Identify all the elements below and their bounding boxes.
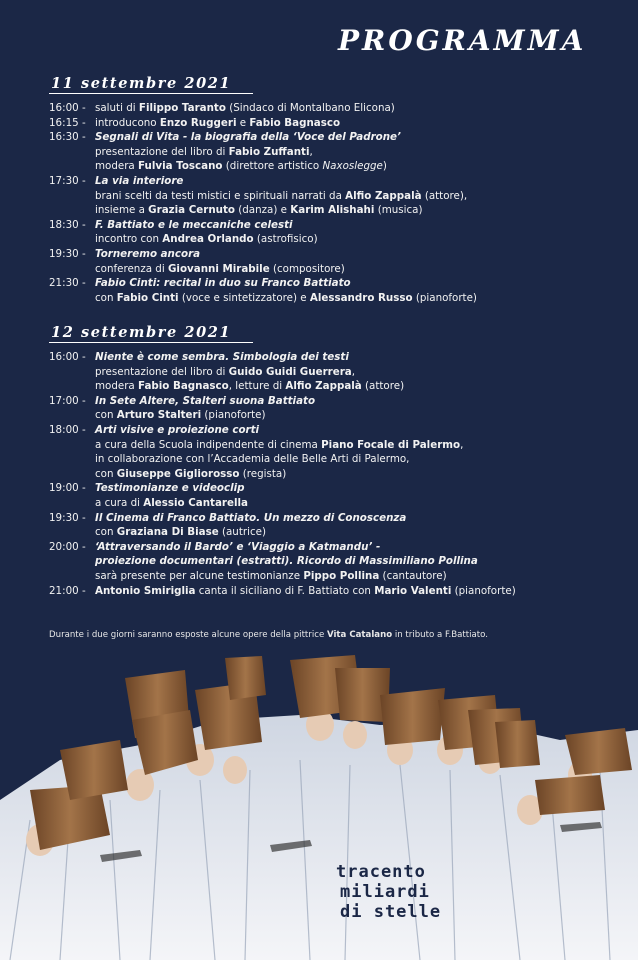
schedule-event xyxy=(49,584,609,599)
event-detail xyxy=(49,365,609,380)
event-detail xyxy=(49,438,609,453)
text-run: Arti visive e proiezione corti xyxy=(95,423,260,436)
day-section-2 xyxy=(49,322,609,598)
text-run: Fabio Cinti: recital in duo su Franco Battiato xyxy=(95,277,351,290)
event-title xyxy=(95,423,259,438)
event-title xyxy=(95,174,183,189)
event-time: 18:00 - xyxy=(49,423,86,436)
text-run: canta il siciliano di F. Battiato con xyxy=(195,584,375,597)
text-run: Testimonianze e videoclip xyxy=(95,482,245,495)
event-title xyxy=(95,101,395,116)
text-run: Vita Catalano xyxy=(326,630,393,640)
text-run: Giuseppe Gigliorosso xyxy=(116,467,240,480)
text-run: Torneremo ancora xyxy=(95,247,201,260)
event-time: 17:30 - xyxy=(49,174,86,187)
text-run: Alfio Zappalà xyxy=(345,189,422,202)
text-run: , xyxy=(351,365,356,378)
event-title xyxy=(95,276,351,291)
text-run: Piano Focale di Palermo xyxy=(321,438,461,451)
text-run: saluti di xyxy=(95,102,139,114)
text-run: La via interiore xyxy=(95,174,184,187)
event-detail xyxy=(49,262,609,277)
text-run: Fulvia Toscano xyxy=(138,160,223,173)
text-run: (compositore) xyxy=(269,262,345,275)
schedule-event xyxy=(49,540,609,584)
text-run: in tributo a F.Battiato. xyxy=(392,630,489,640)
text-run: Fabio Zuffanti xyxy=(228,145,310,158)
text-run: Pippo Pollina xyxy=(303,569,380,582)
text-run: Karim Alishahi xyxy=(290,204,375,217)
text-run: Graziana Di Biase xyxy=(116,526,219,539)
event-detail xyxy=(49,408,609,423)
text-run: Fabio Bagnasco xyxy=(138,380,229,393)
text-run: In Sete Altere, Stalteri suona Battiato xyxy=(95,394,316,407)
event-title xyxy=(95,584,516,599)
text-run: con xyxy=(95,291,117,304)
text-run: (regista) xyxy=(239,467,287,480)
text-run: Niente è come sembra. Simbologia dei testi xyxy=(95,351,349,363)
dervishes-painting xyxy=(0,650,638,960)
text-run: F. Battiato e le meccaniche celesti xyxy=(95,218,293,231)
text-run: Enzo Ruggeri xyxy=(159,116,237,129)
event-time: 16:15 - xyxy=(49,116,86,129)
event-title xyxy=(95,116,340,131)
text-run: Mario Valenti xyxy=(374,584,452,597)
event-detail xyxy=(49,525,609,540)
text-run: (Sindaco di Montalbano Elicona) xyxy=(225,102,395,114)
logo-line: miliardi xyxy=(340,882,430,902)
text-run: Fabio Cinti xyxy=(116,291,179,304)
text-run: conferenza di xyxy=(95,262,168,275)
text-run: e xyxy=(236,116,250,129)
text-run: (pianoforte) xyxy=(412,291,477,304)
schedule-event xyxy=(49,247,609,276)
event-detail xyxy=(49,569,609,584)
schedule-event xyxy=(49,350,609,394)
event-detail xyxy=(49,203,609,218)
event-detail xyxy=(49,159,609,174)
schedule-event xyxy=(49,130,609,174)
event-title xyxy=(95,394,315,409)
event-title xyxy=(95,130,401,145)
text-run: con xyxy=(95,526,117,539)
event-time: 19:30 - xyxy=(49,247,86,260)
exhibition-note xyxy=(49,630,488,640)
text-run: , xyxy=(460,438,464,451)
event-title xyxy=(95,481,245,496)
schedule-event xyxy=(49,116,609,131)
text-run: brani scelti da testi mistici e spirituali narrati da xyxy=(95,189,346,202)
event-detail xyxy=(49,232,609,247)
text-run: modera xyxy=(95,380,139,393)
day-date: 12 settembre 2021 xyxy=(49,324,253,343)
text-run: Il Cinema di Franco Battiato. Un mezzo di Conoscenza xyxy=(95,511,407,524)
text-run: in collaborazione con l’Accademia delle Belle Arti di Palermo, xyxy=(95,453,410,466)
text-run: (astrofisico) xyxy=(253,233,318,246)
event-detail xyxy=(49,291,609,306)
event-detail xyxy=(49,379,609,394)
event-time: 17:00 - xyxy=(49,394,86,407)
text-run: Segnali di Vita - la biografia della ‘Voce del Padrone’ xyxy=(95,131,401,144)
text-run: introducono xyxy=(95,116,160,129)
event-title xyxy=(95,218,293,233)
text-run: (danza) e xyxy=(234,204,291,217)
schedule-event xyxy=(49,218,609,247)
tracento-logo xyxy=(336,862,441,922)
text-run: Durante i due giorni saranno esposte alcune opere della pittrice xyxy=(49,630,327,640)
event-time: 16:00 - xyxy=(49,102,86,114)
event-detail xyxy=(49,467,609,482)
logo-line: tracento xyxy=(336,862,426,882)
event-title xyxy=(95,350,349,365)
text-run: Guido Guidi Guerrera xyxy=(228,365,352,378)
text-run: modera xyxy=(95,160,139,173)
text-run: sarà presente per alcune testimonianze xyxy=(95,569,304,582)
event-title xyxy=(95,511,406,526)
text-run: con xyxy=(95,467,117,480)
text-run: Filippo Taranto xyxy=(138,102,226,114)
event-detail xyxy=(49,452,609,467)
text-run: con xyxy=(95,409,117,422)
text-run: proiezione documentari (estratti). Ricordo di Massimiliano Pollina xyxy=(95,555,478,568)
schedule-event xyxy=(49,276,609,305)
text-run: Andrea Orlando xyxy=(162,233,254,246)
schedule-event xyxy=(49,101,609,116)
text-run: (musica) xyxy=(374,204,423,217)
text-run: (pianoforte) xyxy=(201,409,266,422)
event-title xyxy=(95,247,200,262)
text-run: incontro con xyxy=(95,233,163,246)
event-time: 19:00 - xyxy=(49,482,86,495)
text-run: (autrice) xyxy=(218,526,266,539)
event-title xyxy=(95,540,380,555)
text-run: Giovanni Mirabile xyxy=(167,262,270,275)
text-run: Alessio Cantarella xyxy=(143,496,248,509)
schedule-event xyxy=(49,481,609,510)
page-title: PROGRAMMA xyxy=(338,24,587,57)
text-run: ‘Attraversando il Bardo’ e ‘Viaggio a Katmandu’ - xyxy=(95,540,381,553)
text-run: , xyxy=(309,145,313,158)
event-detail xyxy=(49,496,609,511)
event-detail xyxy=(49,554,609,569)
text-run: presentazione del libro di xyxy=(95,145,229,158)
text-run: Grazia Cernuto xyxy=(148,204,235,217)
text-run: Alfio Zappalà xyxy=(285,380,362,393)
text-run: (attore) xyxy=(361,380,405,393)
event-list xyxy=(49,350,609,598)
event-time: 16:00 - xyxy=(49,351,86,363)
text-run: ) xyxy=(382,160,387,173)
event-time: 20:00 - xyxy=(49,540,86,553)
schedule-event xyxy=(49,174,609,218)
text-run: (attore), xyxy=(421,189,468,202)
day-section-1 xyxy=(49,73,609,305)
event-time: 21:30 - xyxy=(49,277,86,290)
text-run: (pianoforte) xyxy=(451,584,516,597)
event-list xyxy=(49,101,609,305)
text-run: Alessandro Russo xyxy=(309,291,413,304)
text-run: Arturo Stalteri xyxy=(116,409,202,422)
event-time: 19:30 - xyxy=(49,511,86,524)
text-run: Fabio Bagnasco xyxy=(249,116,341,129)
schedule-event xyxy=(49,394,609,423)
event-time: 18:30 - xyxy=(49,218,86,231)
logo-line: di stelle xyxy=(340,902,442,922)
text-run: (direttore artistico xyxy=(222,160,323,173)
event-time: 16:30 - xyxy=(49,131,86,144)
text-run: Antonio Smiriglia xyxy=(95,584,196,597)
schedule-event xyxy=(49,423,609,481)
event-detail xyxy=(49,145,609,160)
text-run: insieme a xyxy=(95,204,149,217)
text-run: a cura di xyxy=(95,496,144,509)
text-run: (cantautore) xyxy=(379,569,447,582)
event-detail xyxy=(49,189,609,204)
event-time: 21:00 - xyxy=(49,584,86,597)
text-run: a cura della Scuola indipendente di cinema xyxy=(95,438,322,451)
text-run: presentazione del libro di xyxy=(95,365,229,378)
text-run: Naxoslegge xyxy=(322,160,383,173)
day-date: 11 settembre 2021 xyxy=(49,75,253,94)
text-run: (voce e sintetizzatore) e xyxy=(178,291,310,304)
text-run: , letture di xyxy=(228,380,286,393)
schedule-event xyxy=(49,511,609,540)
